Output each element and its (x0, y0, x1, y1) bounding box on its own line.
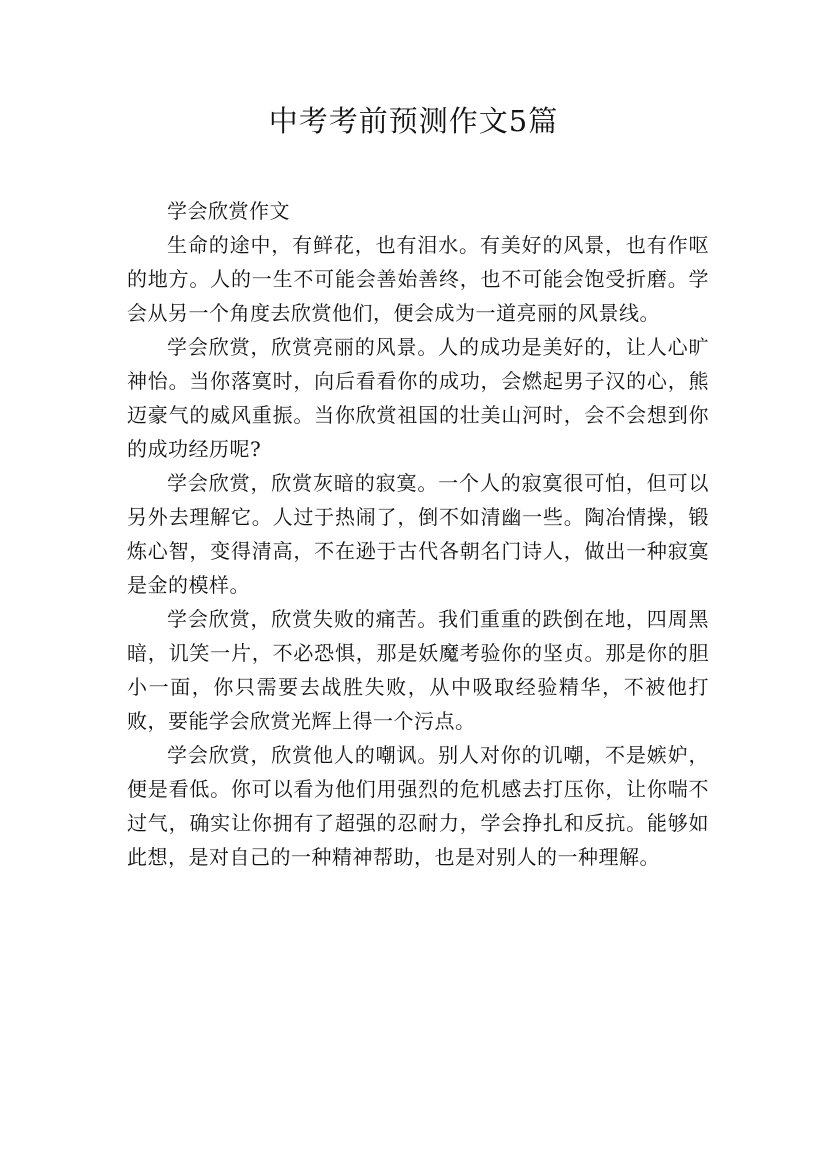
paragraph: 学会欣赏，欣赏灰暗的寂寞。一个人的寂寞很可怕，但可以另外去理解它。人过于热闹了，倒不如清幽一些。陶冶情操，锻炼心智，变得清高，不在逊于古代各朝名门诗人，做出一种寂寞是金的模样。 (127, 471, 709, 597)
paragraph: 学会欣赏，欣赏他人的嘲讽。别人对你的讥嘲，不是嫉妒，便是看低。你可以看为他们用强烈的危机感去打压你，让你喘不过气，确实让你拥有了超强的忍耐力，学会挣扎和反抗。能够如此想，是对自己的一种精神帮助，也是对别人的一种理解。 (127, 743, 709, 869)
paragraph: 学会欣赏，欣赏失败的痛苦。我们重重的跌倒在地，四周黑暗，讥笑一片，不必恐惧，那是妖魔考验你的坚贞。那是你的胆小一面，你只需要去战胜失败，从中吸取经验精华，不被他打败，要能学会欣赏光辉上得一个污点。 (127, 607, 709, 733)
document-title: 中考考前预测作文5篇 (268, 104, 559, 138)
document-body (127, 194, 709, 874)
paragraph: 生命的途中，有鲜花，也有泪水。有美好的风景，也有作呕的地方。人的一生不可能会善始善终，也不可能会饱受折磨。学会从另一个角度去欣赏他们，便会成为一道亮丽的风景线。 (127, 233, 709, 325)
paragraph: 学会欣赏，欣赏亮丽的风景。人的成功是美好的，让人心旷神怡。当你落寞时，向后看看你的成功，会燃起男子汉的心，熊迈豪气的威风重振。当你欣赏祖国的壮美山河时，会不会想到你的成功经历呢? (127, 335, 709, 461)
section-heading: 学会欣赏作文 (167, 199, 290, 223)
